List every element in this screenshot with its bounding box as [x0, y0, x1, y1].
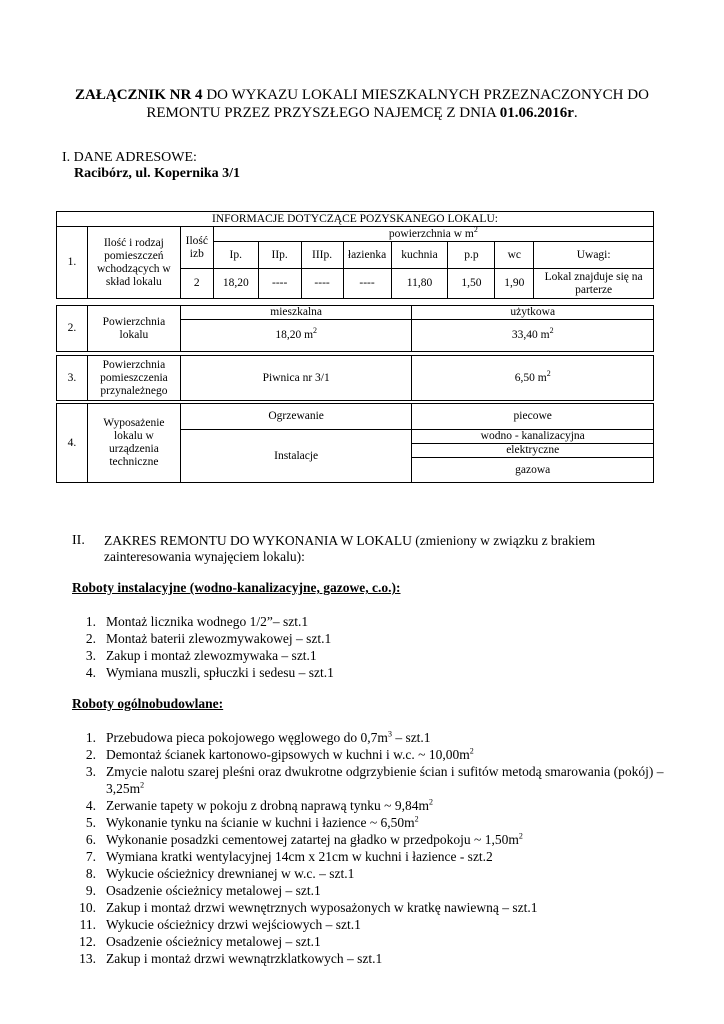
instalacje-gas: gazowa	[412, 458, 654, 483]
list-item-text: Wymiana kratki wentylacyjnej 14cm x 21cm w kuchni i łazience - szt.2	[106, 849, 493, 864]
list-item	[72, 950, 672, 967]
row3-num: 3.	[57, 356, 88, 401]
list-item	[72, 647, 664, 664]
title-date: 01.06.2016r	[499, 105, 574, 121]
list-item	[72, 899, 672, 916]
column-header: wc	[495, 242, 534, 269]
list-item-number: 2.	[85, 631, 96, 646]
column-header: kuchnia	[391, 242, 448, 269]
uzytkowa-sup: 2	[549, 326, 554, 336]
list-item-number: 13.	[79, 951, 96, 966]
ilosc-izb-value: 2	[180, 269, 213, 299]
address: Racibórz, ul. Kopernika 3/1	[74, 166, 241, 181]
list-item-number: 12.	[79, 934, 96, 949]
list-item-number: 1.	[85, 730, 96, 745]
column-header: IIIp.	[301, 242, 343, 269]
uzytkowa-value	[412, 320, 654, 352]
info-table-basement	[56, 355, 654, 401]
list-item	[72, 933, 672, 950]
list-item	[72, 746, 672, 763]
column-header: p.p	[448, 242, 495, 269]
list-item-text: Zakup i montaż drzwi wewnątrzklatkowych – szt.1	[106, 951, 383, 966]
list-item-text: Demontaż ścianek kartonowo-gipsowych w kuchni i w.c. ~ 10,00m	[106, 747, 470, 762]
column-value: 18,20	[213, 269, 258, 299]
list-item-number: 3.	[85, 764, 96, 779]
heading-installation: Roboty instalacyjne (wodno-kanalizacyjne, gazowe, c.o.):	[72, 580, 401, 595]
uzytkowa-label: użytkowa	[412, 306, 654, 320]
info-table-area	[56, 305, 654, 352]
row4-num: 4.	[57, 404, 88, 483]
list-item	[72, 763, 672, 797]
powierzchnia-header-sup: 2	[473, 224, 478, 234]
list-item-text: Zakup i montaż drzwi wewnętrznych wyposażonych w kratkę nawiewną – szt.1	[106, 900, 538, 915]
column-header: łazienka	[343, 242, 391, 269]
list-item-text: Wykucie ościeżnicy drewnianej w w.c. – szt.1	[106, 866, 355, 881]
title-end: .	[573, 105, 578, 121]
list-item-text: Osadzenie ościeżnicy metalowej – szt.1	[106, 934, 321, 949]
column-header: IIp.	[258, 242, 301, 269]
list-item	[72, 831, 672, 848]
list-item-text: Zmycie nalotu szarej pleśni oraz dwukrotne odgrzybienie ścian i sufitów metodą smarowania (pokój) – 3,25m	[106, 764, 664, 796]
list-item-number: 5.	[85, 815, 96, 830]
basement-area	[412, 356, 654, 401]
list-item-number: 8.	[85, 866, 96, 881]
basement-name: Piwnica nr 3/1	[180, 356, 412, 401]
document-title	[60, 86, 664, 122]
list-item-number: 6.	[85, 832, 96, 847]
info-table-caption: INFORMACJE DOTYCZĄCE POZYSKANEGO LOKALU:	[57, 212, 654, 227]
ogrzewanie-label: Ogrzewanie	[180, 404, 412, 430]
list-item	[72, 797, 672, 814]
column-value: ----	[343, 269, 391, 299]
list-item	[72, 916, 672, 933]
list-item-number: 10.	[79, 900, 96, 915]
list-item-suffix: – szt.1	[391, 730, 431, 745]
list-item	[72, 613, 664, 630]
mieszkalna-label: mieszkalna	[180, 306, 412, 320]
title-text: DO WYKAZU LOKALI MIESZKALNYCH PRZEZNACZONYCH DO REMONTU PRZEZ PRZYSZŁEGO NAJEMCĘ Z DNIA	[146, 87, 649, 121]
column-header: Uwagi:	[534, 242, 654, 269]
construction-list	[72, 729, 672, 967]
mieszkalna-value-text: 18,20 m	[275, 329, 314, 341]
list-item-number: 11.	[79, 917, 96, 932]
row1-num: 1.	[57, 227, 88, 299]
list-item-number: 7.	[85, 849, 96, 864]
section1-title: I. DANE ADRESOWE:	[62, 150, 197, 165]
row2-num: 2.	[57, 306, 88, 352]
list-item-sup: 2	[469, 746, 474, 756]
list-item-sup: 2	[414, 814, 419, 824]
list-item-number: 4.	[85, 798, 96, 813]
list-item	[72, 814, 672, 831]
list-item-text: Przebudowa pieca pokojowego węglowego do 0,7m	[106, 730, 388, 745]
list-item-sup: 3	[387, 729, 392, 739]
basement-area-sup: 2	[546, 368, 551, 378]
list-item	[72, 630, 664, 647]
list-item-number: 3.	[85, 648, 96, 663]
uzytkowa-value-text: 33,40 m	[511, 329, 550, 341]
column-value: ----	[258, 269, 301, 299]
installation-list	[72, 613, 664, 681]
heading-construction: Roboty ogólnobudowlane:	[72, 696, 224, 711]
list-item	[72, 865, 672, 882]
column-value: 11,80	[391, 269, 448, 299]
info-table-rooms	[56, 211, 654, 299]
mieszkalna-sup: 2	[313, 326, 318, 336]
list-item-number: 4.	[85, 665, 96, 680]
list-item	[72, 729, 672, 746]
powierzchnia-header-text: powierzchnia w m	[388, 227, 474, 240]
column-value: 1,90	[495, 269, 534, 299]
list-item-text: Zakup i montaż zlewozmywaka – szt.1	[106, 648, 317, 663]
list-item-text: Wykucie ościeżnicy drzwi wejściowych – szt.1	[106, 917, 361, 932]
mieszkalna-value	[180, 320, 412, 352]
instalacje-electric: elektryczne	[412, 444, 654, 458]
column-value: Lokal znajduje się na parterze	[534, 269, 654, 299]
section2-num: II.	[72, 533, 85, 548]
list-item-sup: 2	[428, 797, 433, 807]
list-item-text: Montaż licznika wodnego 1/2”– szt.1	[106, 614, 309, 629]
list-item-number: 2.	[85, 747, 96, 762]
list-item	[72, 848, 672, 865]
column-header: Ip.	[213, 242, 258, 269]
ogrzewanie-value: piecowe	[412, 404, 654, 430]
list-item-text: Wykonanie tynku na ścianie w kuchni i łazience ~ 6,50m	[106, 815, 415, 830]
list-item-text: Zerwanie tapety w pokoju z drobną naprawą tynku ~ 9,84m	[106, 798, 429, 813]
list-item-number: 1.	[85, 614, 96, 629]
list-item-sup: 2	[140, 780, 145, 790]
row3-label: Powierzchnia pomieszczenia przynależnego	[87, 356, 180, 401]
instalacje-label: Instalacje	[180, 430, 412, 483]
row4-label: Wyposażenie lokalu w urządzenia techniczne	[87, 404, 180, 483]
basement-area-text: 6,50 m	[514, 371, 547, 384]
list-item	[72, 664, 664, 681]
list-item-sup: 2	[518, 831, 523, 841]
list-item-text: Osadzenie ościeżnicy metalowej – szt.1	[106, 883, 321, 898]
list-item-text: Montaż baterii zlewozmywakowej – szt.1	[106, 631, 332, 646]
instalacje-water: wodno - kanalizacyjna	[412, 430, 654, 444]
row1-label: Ilość i rodzaj pomieszczeń wchodzących w skład lokalu	[87, 227, 180, 299]
row2-label: Powierzchnia lokalu	[87, 306, 180, 352]
list-item	[72, 882, 672, 899]
title-bold-prefix: ZAŁĄCZNIK NR 4	[75, 87, 203, 103]
section2-title: ZAKRES REMONTU DO WYKONANIA W LOKALU (zmieniony w związku z brakiem zainteresowania wynajęciem lokalu):	[104, 533, 596, 564]
column-value: ----	[301, 269, 343, 299]
info-table-equipment	[56, 403, 654, 483]
powierzchnia-header	[213, 224, 653, 242]
list-item-text: Wymiana muszli, spłuczki i sedesu – szt.1	[106, 665, 334, 680]
list-item-text: Wykonanie posadzki cementowej zatartej na gładko w przedpokoju ~ 1,50m	[106, 832, 519, 847]
ilosc-izb-header: Ilość izb	[180, 227, 213, 269]
column-value: 1,50	[448, 269, 495, 299]
list-item-number: 9.	[85, 883, 96, 898]
